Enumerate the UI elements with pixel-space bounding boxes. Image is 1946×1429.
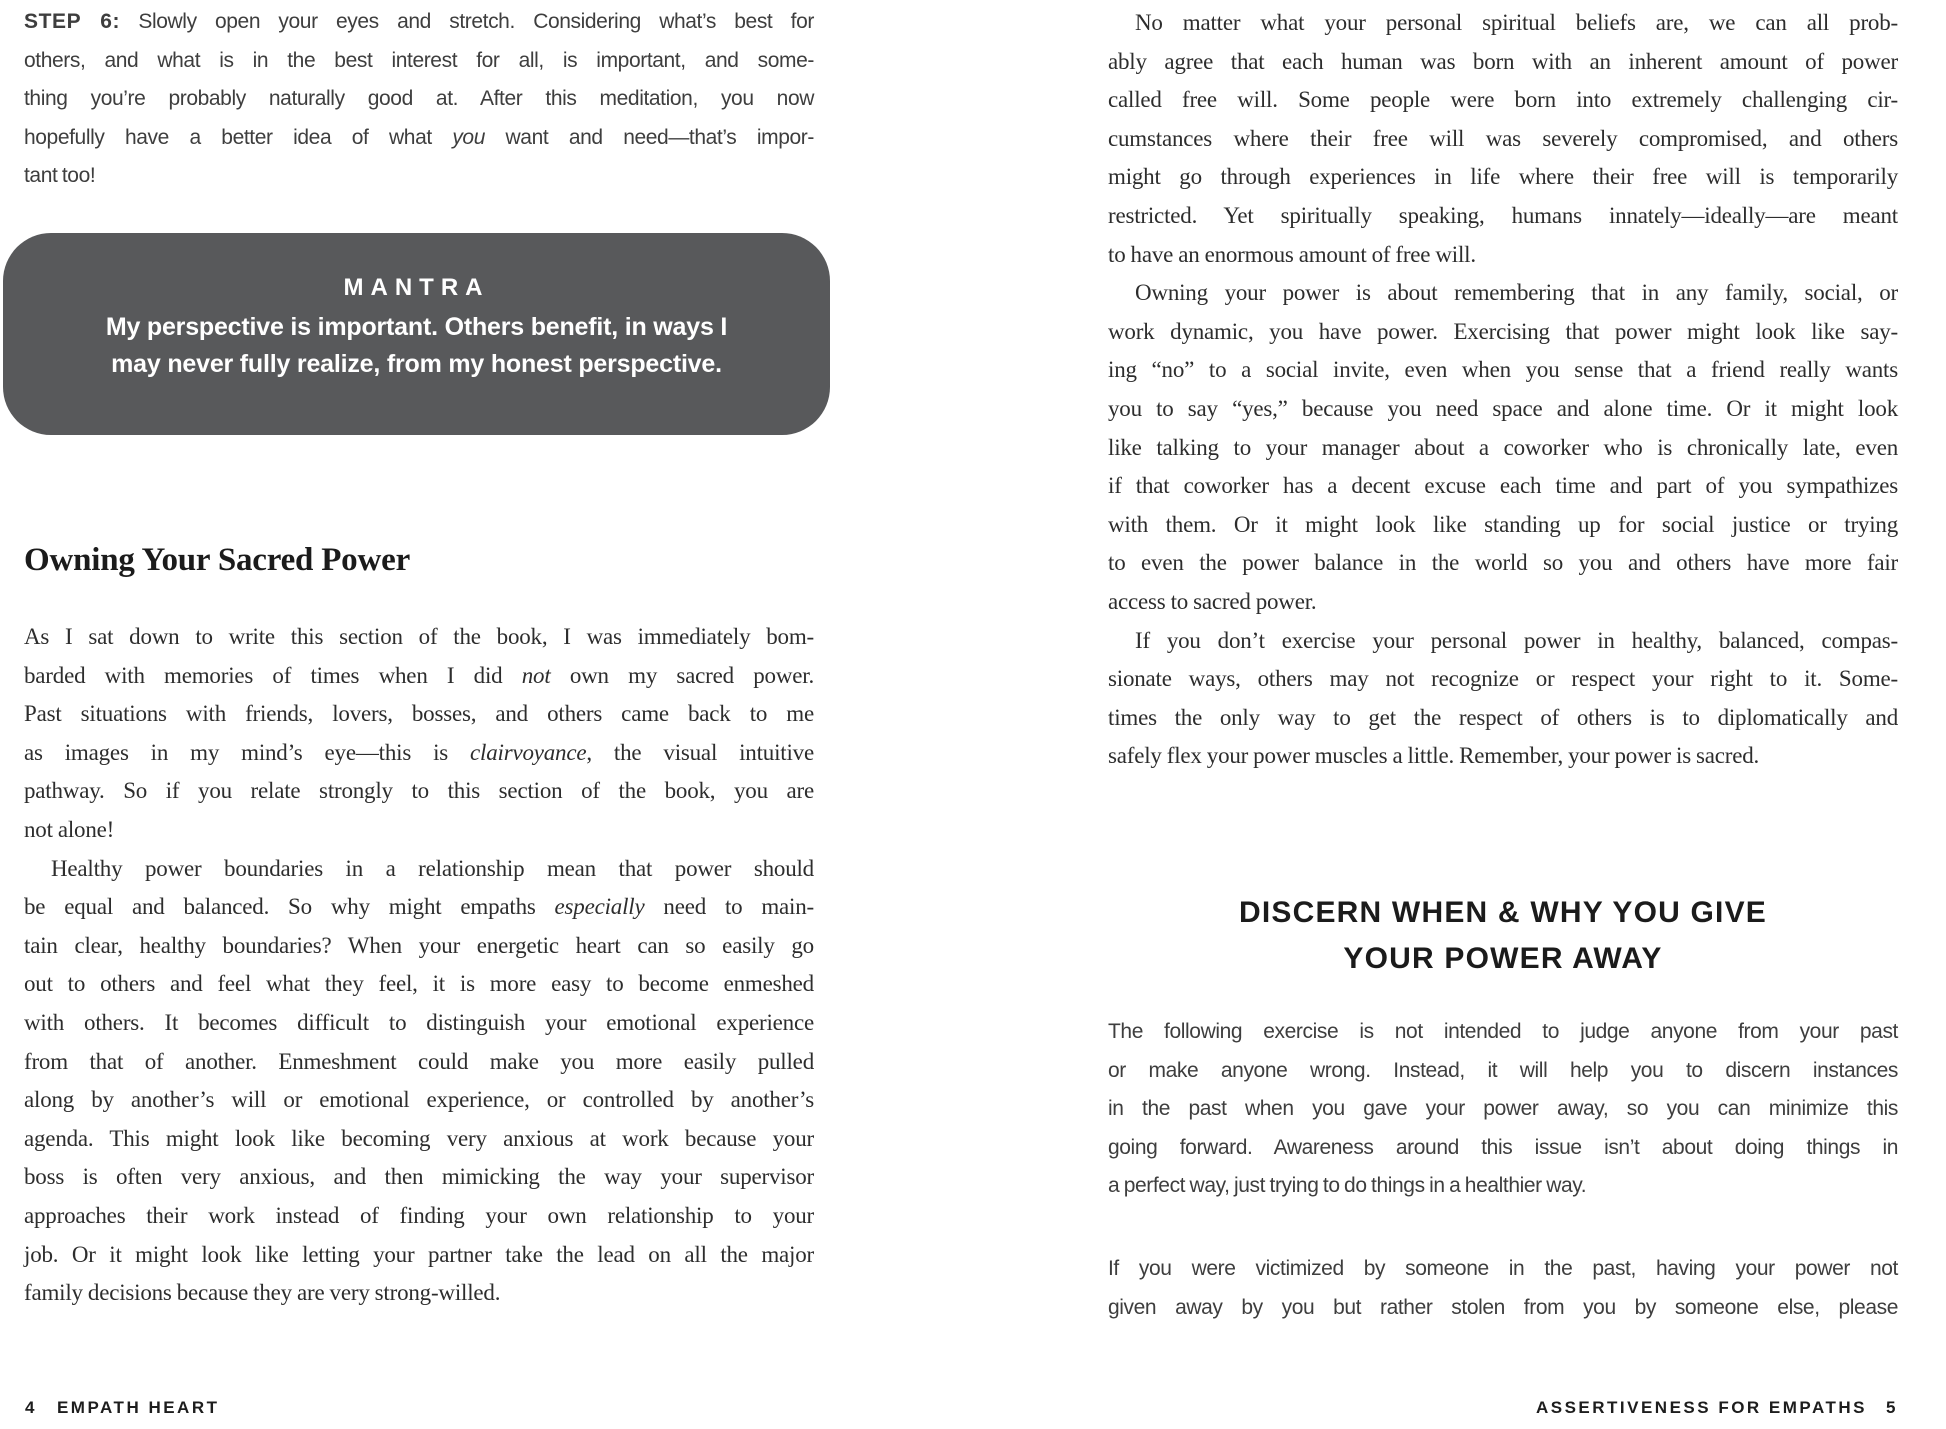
left-body-text xyxy=(24,618,814,1313)
left-body-paragraph-1: As I sat down to write this section of the book, I was immediately bom- barded with memories of times when I did not own my sacred power. Past situations with friends, lovers, bosses, and others came back to me as images in my mind’s eye—this is clairvoyance, the visual intuitive pathway. So if you relate strongly to this section of the book, you are not alone! xyxy=(24,624,814,842)
right-body-text xyxy=(1108,4,1898,776)
mantra-title: MANTRA xyxy=(343,274,490,301)
left-page-footer xyxy=(25,1398,220,1418)
right-page-number: 5 xyxy=(1886,1398,1898,1417)
right-running-head: ASSERTIVENESS FOR EMPATHS xyxy=(1535,1398,1868,1417)
right-body-paragraph-1: No matter what your personal spiritual beliefs are, we can all prob- ably agree that each human was born with an inherent amount of power called free will. Some people were born into extremely challenging cir- cumstances where their free will was severely compromised, and others might go through experiences in life where their free will is temporarily restricted. Yet spiritually speaking, humans innately—ideally—are meant to have an enormous amount of free will. xyxy=(1108,10,1898,267)
left-body-paragraph-2: Healthy power boundaries in a relationship mean that power should be equal and balanced. So why might empaths especially need to main- tain clear, healthy boundaries? When your energetic heart can so easily go out to others and feel what they feel, it is more easy to become enmeshed with others. It becomes difficult to distinguish your emotional experience from that of another. Enmeshment could make you more easily pulled along by another’s will or emotional experience, or controlled by another’s agenda. This might look like becoming very anxious at work because your boss is often very anxious, and then mimicking the way your supervisor approaches their work instead of finding your own relationship to your job. Or it might look like letting your partner take the lead on all the major family decisions because they are very strong-willed. xyxy=(24,855,814,1306)
exercise-paragraph-2: If you were victimized by someone in the past, having your power not given away by you but rather stolen from you by someone else, please xyxy=(1108,1257,1898,1319)
exercise-heading: DISCERN WHEN & WHY YOU GIVE YOUR POWER AWAY xyxy=(1238,896,1767,975)
right-body-paragraph-2: Owning your power is about remembering that in any family, social, or work dynamic, you have power. Exercising that power might look like say- ing “no” to a social invite, even when you sense that a friend really wants you to say “yes,” because you need space and alone time. Or it might look like talking to your manager about a coworker who is chronically late, even if that coworker has a decent excuse each time and part of you sympathizes with them. Or it might look like standing up for social justice or trying to even the power balance in the world so you and others have more fair access to sacred power. xyxy=(1108,280,1898,614)
right-body-paragraph-3: If you don’t exercise your personal power in healthy, balanced, compas- sionate ways, others may not recognize or respect your right to it. Some- times the only way to get the respect of others is to diplomatically and safely flex your power muscles a little. Remember, your power is sacred. xyxy=(1108,627,1898,769)
step6-paragraph: STEP 6: Slowly open your eyes and stretch. Considering what’s best for others, and what is in the best interest for all, is important, and some- thing you’re probably naturally good at. After this meditation, you now hopefully have a better idea of what you want and need—that’s impor- tant too! xyxy=(24,10,814,188)
exercise-paragraph-1: The following exercise is not intended to judge anyone from your past or make anyone wrong. Instead, it will help you to discern instances in the past when you gave your power away, so you can minimize this going forward. Awareness around this issue isn’t about doing things in a perfect way, just trying to do things in a healthier way. xyxy=(1108,1020,1898,1198)
section-heading: Owning Your Sacred Power xyxy=(24,542,411,578)
mantra-text: My perspective is important. Others benefit, in ways I may never fully realize, from my honest perspective. xyxy=(105,313,728,378)
left-running-head: EMPATH HEART xyxy=(56,1398,220,1417)
right-page-footer xyxy=(1108,1398,1898,1418)
mantra-callout xyxy=(3,233,830,435)
left-page-number: 4 xyxy=(25,1398,37,1417)
